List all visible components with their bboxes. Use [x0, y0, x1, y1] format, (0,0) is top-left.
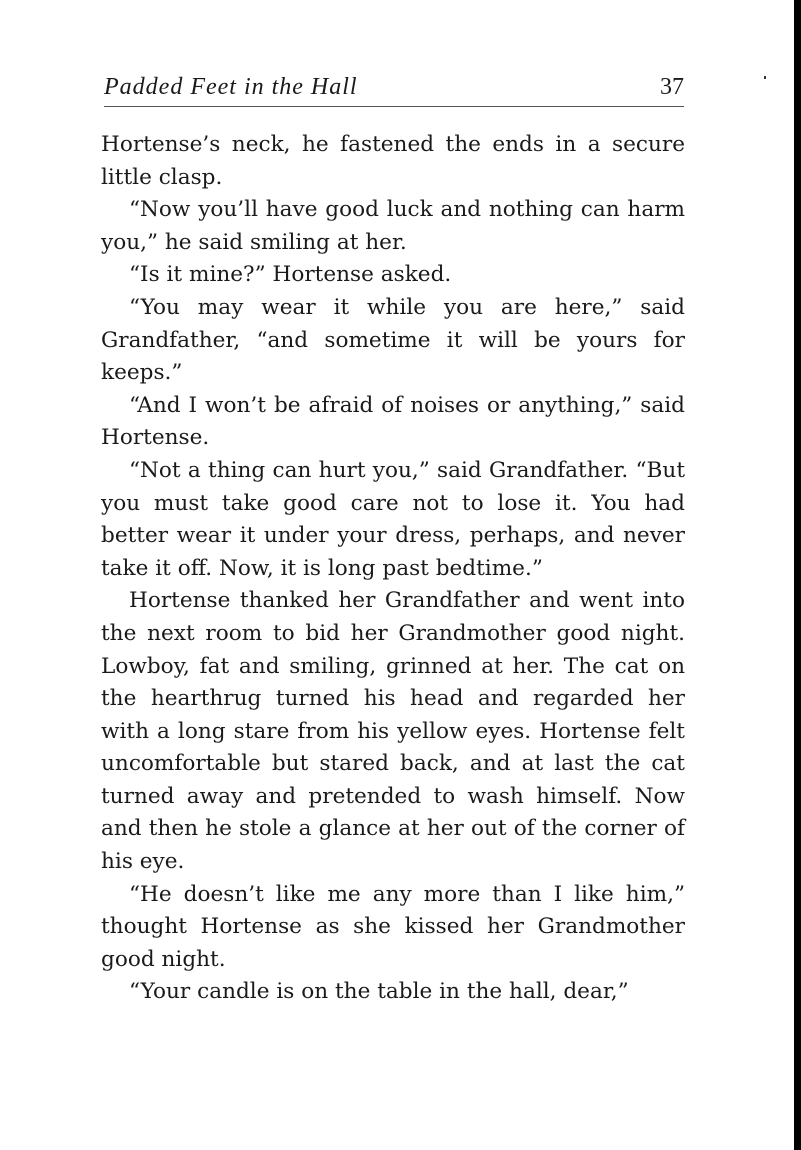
paragraph: “Your candle is on the table in the hall, dear,”: [129, 979, 629, 1005]
paragraph: “He doesn’t like me any more than I like him,” thought Hortense as she kissed her Grandmother good night.: [101, 881, 685, 972]
page-number: 37: [660, 74, 684, 100]
paragraph: “Is it mine?” Hortense asked.: [129, 262, 452, 288]
paragraph: “Now you’ll have good luck and nothing can harm you,” he said smiling at her.: [101, 197, 685, 255]
paragraph: “Not a thing can hurt you,” said Grandfather. “But you must take good care not to lose it. You had better wear it under your dress, perhaps, and never take it off. Now, it is long past bedtime.”: [101, 457, 685, 581]
paragraph-continued: Hortense’s neck, he fastened the ends in a secure little clasp.: [101, 132, 685, 190]
paragraph: “You may wear it while you are here,” said Grandfather, “and sometime it will be yours for keeps.”: [101, 294, 685, 386]
scan-speck: [764, 76, 766, 79]
body-text: [101, 129, 685, 1009]
running-title: Padded Feet in the Hall: [104, 74, 358, 100]
running-header: [104, 72, 684, 107]
scan-edge-border: [794, 0, 801, 1150]
paragraph: “And I won’t be afraid of noises or anything,” said Hortense.: [101, 392, 685, 451]
paragraph: Hortense thanked her Grandfather and went into the next room to bid her Grandmother good night. Lowboy, fat and smiling, grinned at her. The cat on the hearthrug turned his head and regarded her with a long stare from his yellow eyes. Hortense felt uncomfortable but stared back, and at last the cat turned away and pretended to wash himself. Now and then he stole a glance at her out of the corner of his eye.: [101, 588, 685, 875]
